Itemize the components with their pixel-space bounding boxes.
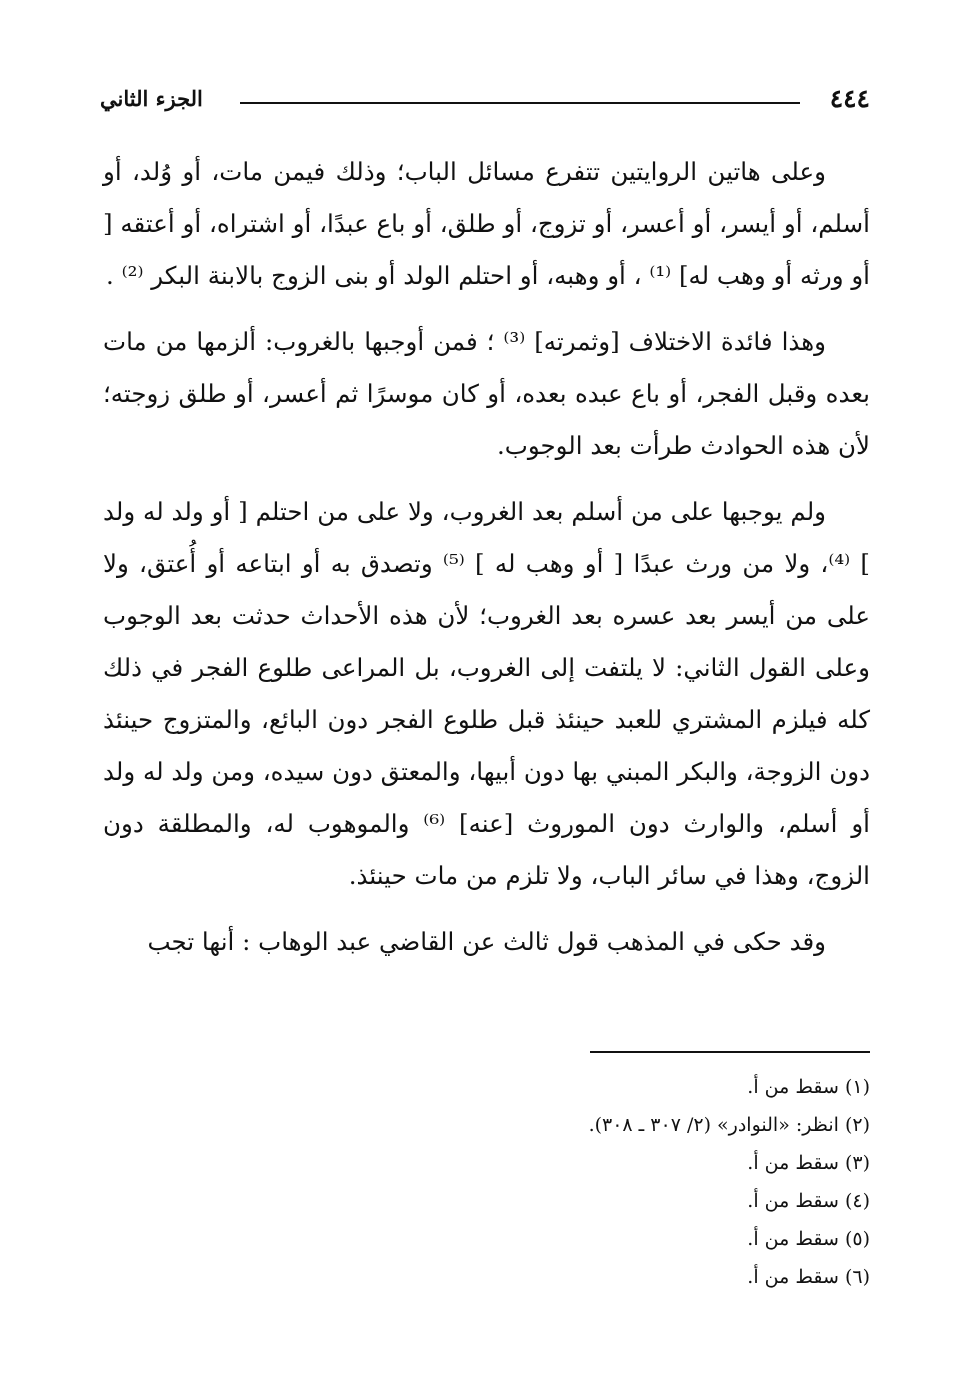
footnote-2: (٢) انظر: «النوادر» (٢/ ٣٠٧ ـ ٣٠٨). <box>588 1114 870 1136</box>
header-rule <box>240 102 800 104</box>
footnote-6: (٦) سقط من أ. <box>747 1266 870 1288</box>
paragraph-2: وهذا فائدة الاختلاف [وثمرته] ⁽³⁾ ؛ فمن أوجبها بالغروب: ألزمها من مات بعده وقبل الفجر، أو باع عبده بعده، أو كان موسرًا ثم أعسر، أو طلق زوجته؛ لأن هذه الحوادث طرأت بعد الوجوب. <box>103 327 870 460</box>
footnote-4: (٤) سقط من أ. <box>747 1190 870 1212</box>
running-title: الجزء الثاني <box>100 86 203 111</box>
paragraph-3: ولم يوجبها على من أسلم بعد الغروب، ولا على من احتلم [ أو ولد له ولد ] ⁽⁴⁾، ولا من ورث عبدًا [ أو وهب له ] ⁽⁵⁾ وتصدق به أو ابتاعه أو أُعتق، ولا على من أيسر بعد عسره بعد الغروب؛ لأن هذه الأحداث حدثت بعد الوجوب وعلى القول الثاني: لا يلتفت إلى الغروب، بل المراعى طلوع الفجر في ذلك كله فيلزم المشتري للعبد حينئذ قبل طلوع الفجر دون البائع، والمتزوج حينئذ دون الزوجة، والبكر المبني بها دون أبيها، والمعتق دون سيده، ومن ولد له ولد أو أسلم، والوارث دون الموروث [عنه] ⁽⁶⁾ والموهوب له، والمطلقة دون الزوج، وهذا في سائر الباب، ولا تلزم من مات حينئذ. <box>103 497 870 890</box>
footnote-5: (٥) سقط من أ. <box>747 1228 870 1250</box>
footnote-rule <box>590 1051 870 1053</box>
footnote-3: (٣) سقط من أ. <box>747 1152 870 1174</box>
page-number: ٤٤٤ <box>829 84 870 113</box>
main-text <box>103 146 870 982</box>
paragraph-1: وعلى هاتين الروايتين تتفرع مسائل الباب؛ وذلك فيمن مات، أو وُلد، أو أسلم، أو أيسر، أو أعسر، أو تزوج، أو طلق، أو باع عبدًا، أو اشتراه، أو أعتقه [ أو ورثه أو وهب له] ⁽¹⁾ ، أو وهبه، أو احتلم الولد أو بنى الزوج بالابنة البكر ⁽²⁾ . <box>103 157 870 290</box>
page-header <box>100 80 870 124</box>
footnotes <box>300 1068 870 1296</box>
paragraph-4: وقد حكى في المذهب قول ثالث عن القاضي عبد الوهاب : أنها تجب <box>147 927 826 956</box>
footnote-1: (١) سقط من أ. <box>747 1076 870 1098</box>
